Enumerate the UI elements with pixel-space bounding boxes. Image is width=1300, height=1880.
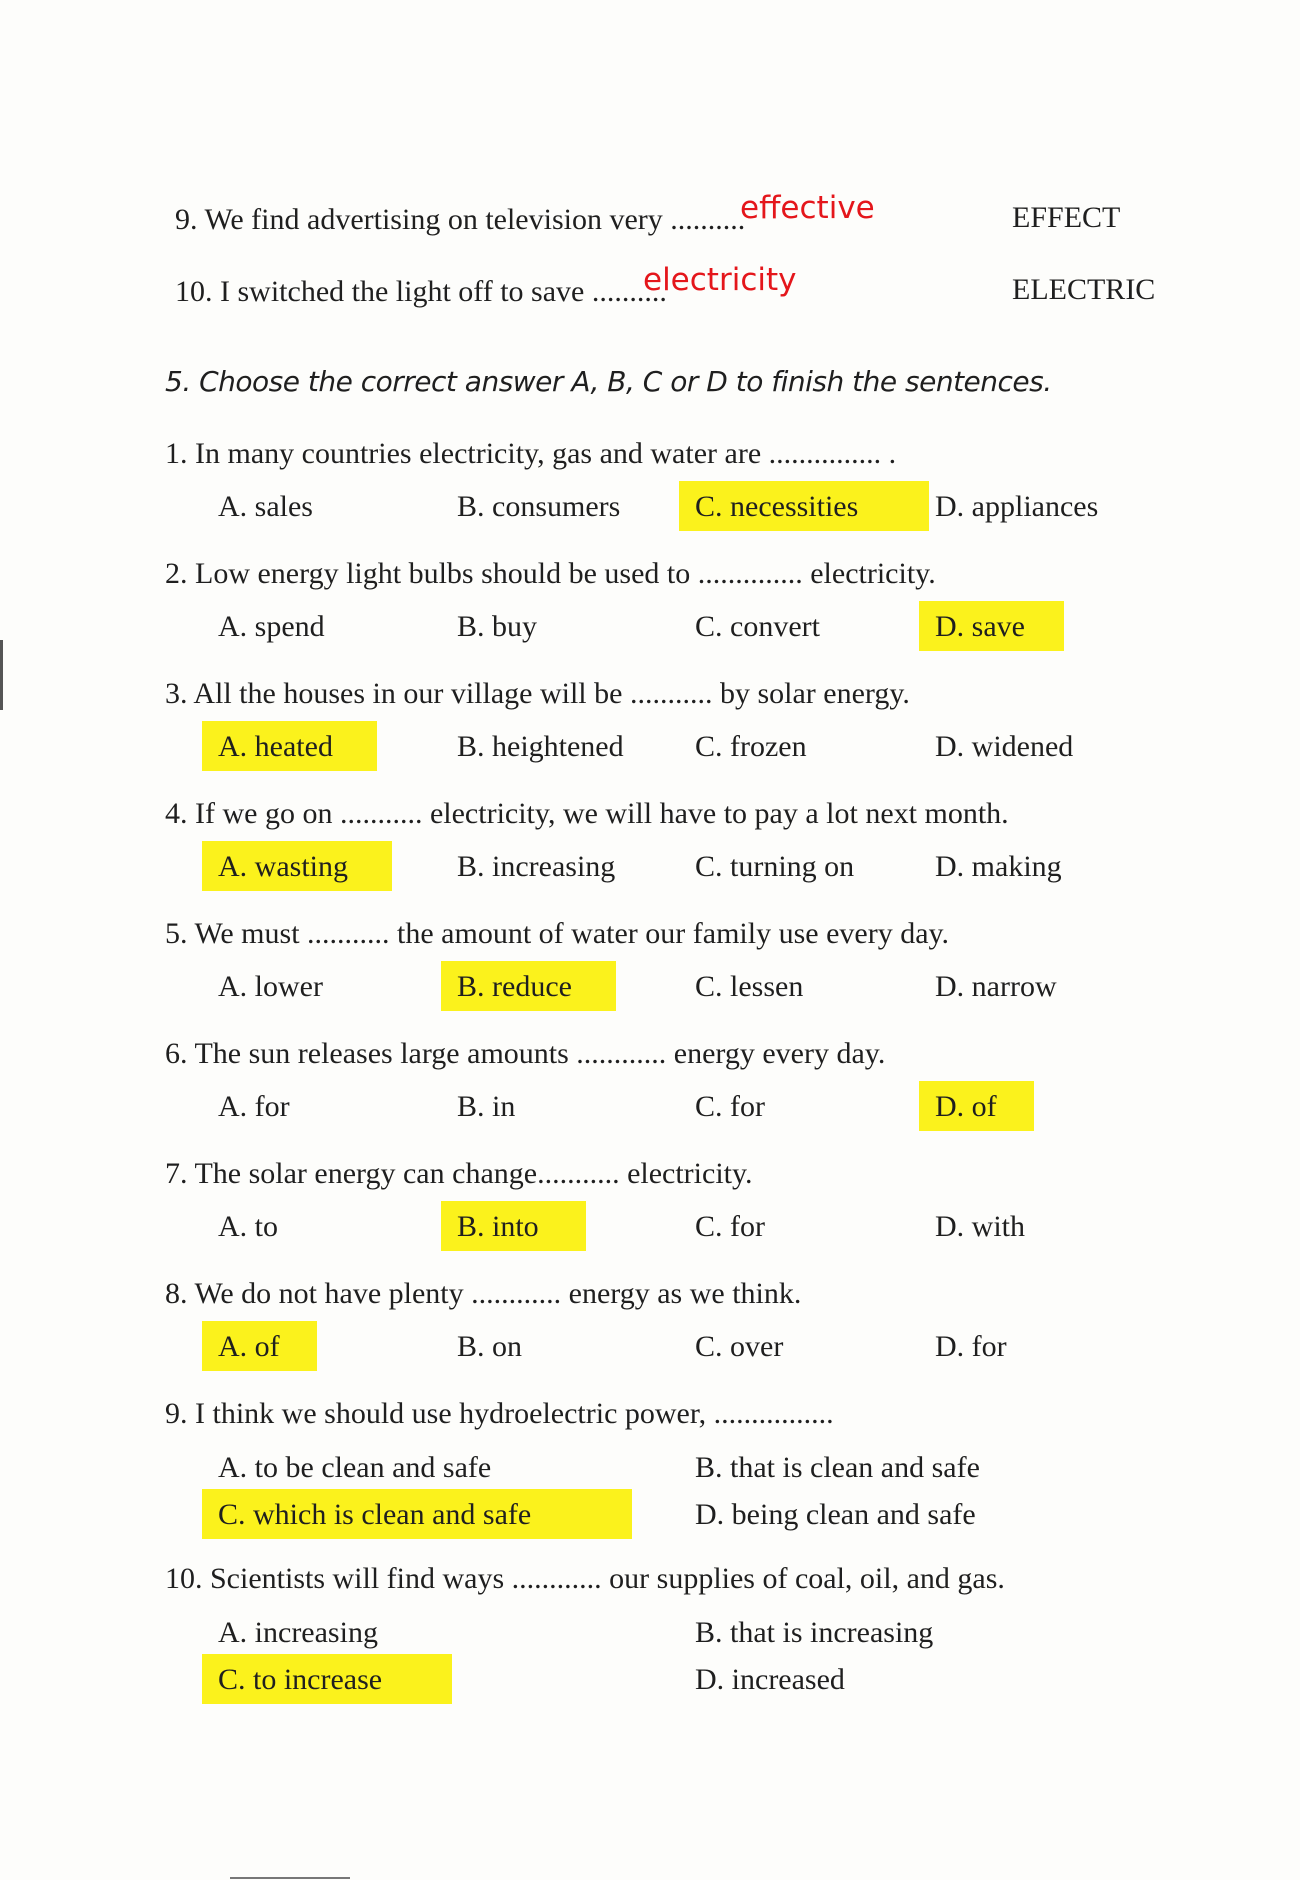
- question-7-option-d: D. with: [935, 1210, 1025, 1243]
- question-6-stem: 6. The sun releases large amounts ............ energy every day.: [165, 1037, 886, 1070]
- scan-bottom-line: [230, 1877, 350, 1879]
- question-8-option-c: C. over: [695, 1330, 784, 1363]
- question-8-option-d: D. for: [935, 1330, 1007, 1363]
- question-5-option-b: B. reduce: [457, 970, 572, 1003]
- question-5-option-d: D. narrow: [935, 970, 1057, 1003]
- question-5-option-a: A. lower: [218, 970, 323, 1003]
- question-3-option-a: A. heated: [218, 730, 333, 763]
- question-4-option-a: A. wasting: [218, 850, 348, 883]
- question-9-option-b: B. that is clean and safe: [695, 1451, 980, 1484]
- wf-question-10: 10. I switched the light off to save ..........: [175, 275, 667, 308]
- question-8-option-b: B. on: [457, 1330, 523, 1363]
- question-7-stem: 7. The solar energy can change........... electricity.: [165, 1157, 753, 1190]
- question-9-stem: 9. I think we should use hydroelectric power, ................: [165, 1397, 834, 1430]
- question-7-option-b: B. into: [457, 1210, 539, 1243]
- question-4-option-d: D. making: [935, 850, 1062, 883]
- question-4-option-c: C. turning on: [695, 850, 855, 883]
- question-2-option-b: B. buy: [457, 610, 538, 643]
- question-1-stem: 1. In many countries electricity, gas and water are ............... .: [165, 437, 897, 470]
- question-1-option-a: A. sales: [218, 490, 313, 523]
- wf-answer-9: effective: [740, 190, 875, 226]
- wf-answer-10: electricity: [643, 262, 797, 298]
- question-1-option-d: D. appliances: [935, 490, 1099, 523]
- question-6-option-a: A. for: [218, 1090, 290, 1123]
- question-2-option-a: A. spend: [218, 610, 325, 643]
- question-3-stem: 3. All the houses in our village will be ........... by solar energy.: [165, 677, 910, 710]
- question-5-stem: 5. We must ........... the amount of water our family use every day.: [165, 917, 950, 950]
- question-10-option-a: A. increasing: [218, 1616, 378, 1649]
- question-7-option-c: C. for: [695, 1210, 765, 1243]
- question-6-option-b: B. in: [457, 1090, 516, 1123]
- question-9-option-c: C. which is clean and safe: [218, 1498, 532, 1531]
- wf-word-9: EFFECT: [1012, 201, 1121, 234]
- question-9-option-a: A. to be clean and safe: [218, 1451, 492, 1484]
- question-9-option-d: D. being clean and safe: [695, 1498, 976, 1531]
- question-3-option-c: C. frozen: [695, 730, 807, 763]
- question-10-option-c: C. to increase: [218, 1663, 383, 1696]
- question-10-option-b: B. that is increasing: [695, 1616, 934, 1649]
- question-1-option-b: B. consumers: [457, 490, 621, 523]
- question-4-stem: 4. If we go on ........... electricity, we will have to pay a lot next month.: [165, 797, 1009, 830]
- question-2-stem: 2. Low energy light bulbs should be used to .............. electricity.: [165, 557, 936, 590]
- wf-question-9: 9. We find advertising on television very ..........: [175, 203, 746, 236]
- question-10-stem: 10. Scientists will find ways ............ our supplies of coal, oil, and gas.: [165, 1562, 1005, 1595]
- question-5-option-c: C. lessen: [695, 970, 804, 1003]
- question-3-option-d: D. widened: [935, 730, 1074, 763]
- question-1-option-c: C. necessities: [695, 490, 859, 523]
- question-3-option-b: B. heightened: [457, 730, 624, 763]
- question-8-stem: 8. We do not have plenty ............ energy as we think.: [165, 1277, 802, 1310]
- question-6-option-d: D. of: [935, 1090, 997, 1123]
- section-title: 5. Choose the correct answer A, B, C or D to finish the sentences.: [165, 365, 1052, 398]
- question-2-option-c: C. convert: [695, 610, 820, 643]
- question-7-option-a: A. to: [218, 1210, 278, 1243]
- question-10-option-d: D. increased: [695, 1663, 845, 1696]
- wf-word-10: ELECTRIC: [1012, 273, 1156, 306]
- scan-edge-mark: [0, 640, 3, 710]
- question-2-option-d: D. save: [935, 610, 1025, 643]
- question-8-option-a: A. of: [218, 1330, 280, 1363]
- question-4-option-b: B. increasing: [457, 850, 616, 883]
- question-6-option-c: C. for: [695, 1090, 765, 1123]
